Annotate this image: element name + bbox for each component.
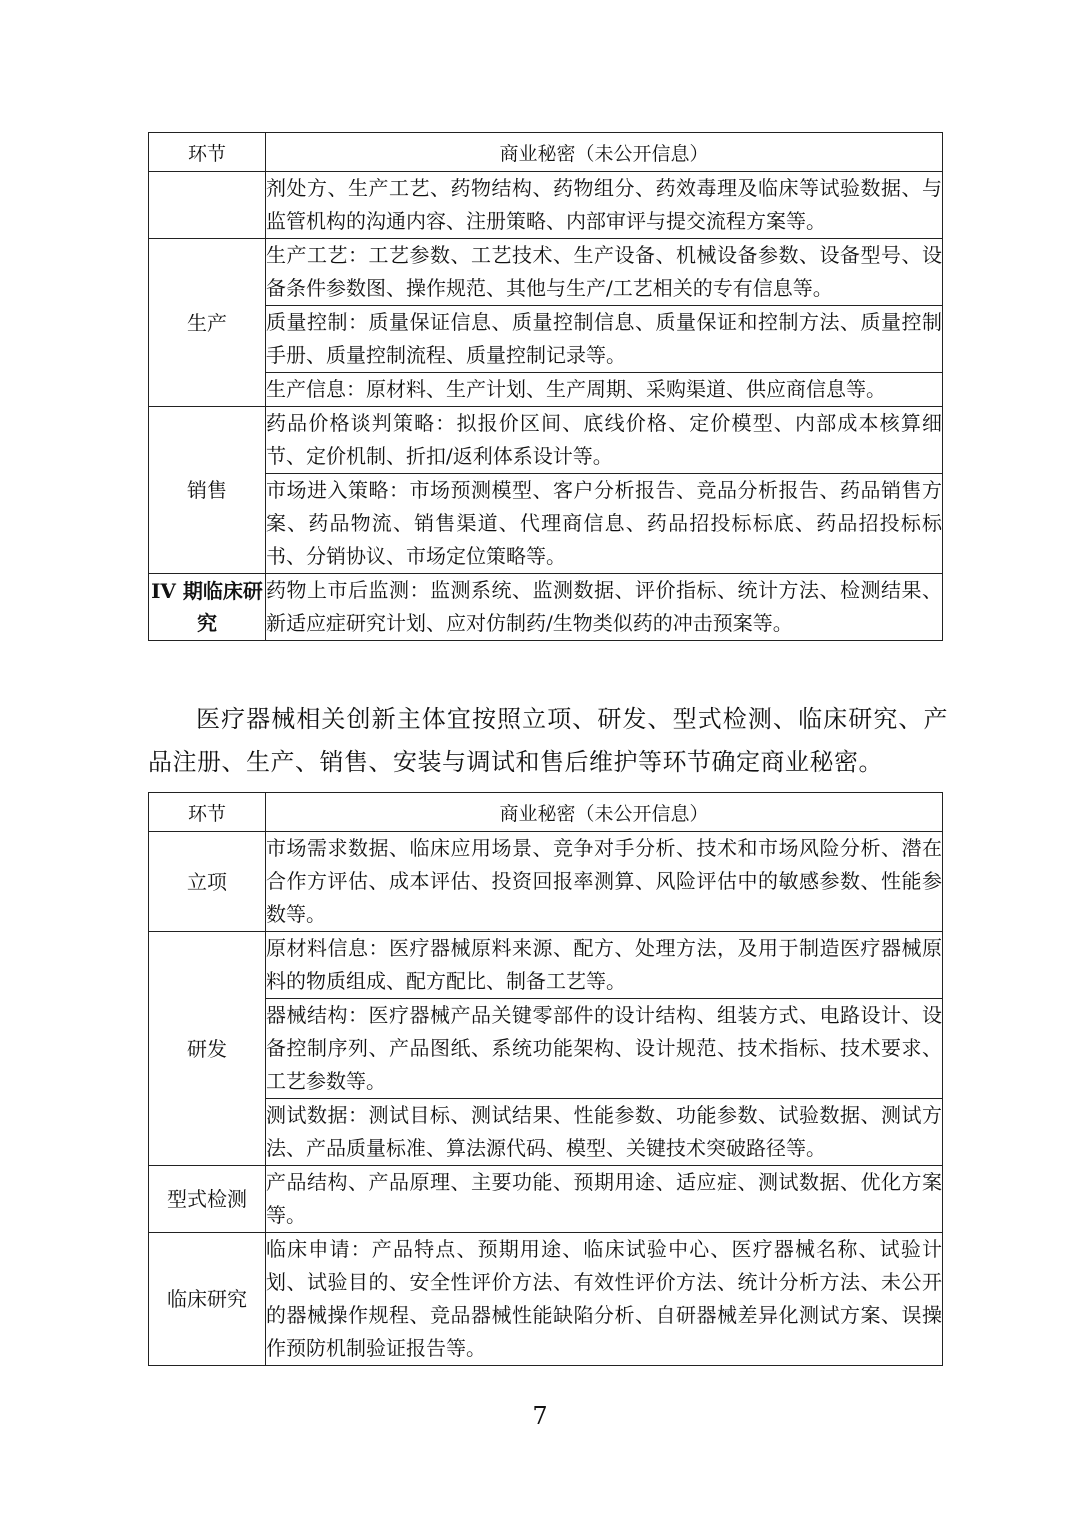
content-cell: 质量控制：质量保证信息、质量控制信息、质量保证和控制方法、质量控制手册、质量控制流程、质量控制记录等。 [266, 306, 943, 373]
header-secret: 商业秘密（未公开信息） [266, 793, 943, 832]
table-row [149, 574, 943, 641]
table-pharma-secrets [148, 132, 943, 641]
stage-cell-sales: 销售 [149, 407, 266, 574]
header-stage: 环节 [149, 793, 266, 832]
table-row [149, 932, 943, 999]
table-row [149, 474, 943, 574]
content-cell: 药物上市后监测：监测系统、监测数据、评价指标、统计方法、检测结果、新适应症研究计划、应对仿制药/生物类似药的冲击预案等。 [266, 574, 943, 641]
content-cell: 生产信息：原材料、生产计划、生产周期、采购渠道、供应商信息等。 [266, 373, 943, 407]
stage-cell-clinical: 临床研究 [149, 1233, 266, 1366]
table-row [149, 306, 943, 373]
stage-cell-rnd: 研发 [149, 932, 266, 1166]
content-cell: 药品价格谈判策略：拟报价区间、底线价格、定价模型、内部成本核算细节、定价机制、折扣/返利体系设计等。 [266, 407, 943, 474]
body-paragraph: 医疗器械相关创新主体宜按照立项、研发、型式检测、临床研究、产品注册、生产、销售、安装与调试和售后维护等环节确定商业秘密。 [148, 705, 948, 776]
content-cell: 生产工艺：工艺参数、工艺技术、生产设备、机械设备参数、设备型号、设备条件参数图、操作规范、其他与生产/工艺相关的专有信息等。 [266, 239, 943, 306]
header-secret: 商业秘密（未公开信息） [266, 133, 943, 172]
stage-cell-production: 生产 [149, 239, 266, 407]
table-row [149, 999, 943, 1099]
page-number: 7 [532, 1402, 548, 1430]
table-device-secrets [148, 792, 943, 1366]
content-cell: 产品结构、产品原理、主要功能、预期用途、适应症、测试数据、优化方案等。 [266, 1166, 943, 1233]
table-row [149, 239, 943, 306]
table-row [149, 1233, 943, 1366]
stage-cell-empty [149, 172, 266, 239]
table-row [149, 407, 943, 474]
table-row [149, 1166, 943, 1233]
header-stage: 环节 [149, 133, 266, 172]
content-cell: 市场需求数据、临床应用场景、竞争对手分析、技术和市场风险分析、潜在合作方评估、成本评估、投资回报率测算、风险评估中的敏感参数、性能参数等。 [266, 832, 943, 932]
content-cell: 原材料信息：医疗器械原料来源、配方、处理方法，及用于制造医疗器械原料的物质组成、配方配比、制备工艺等。 [266, 932, 943, 999]
stage-cell-phase4: IV 期临床研究 [149, 574, 266, 641]
content-cell: 市场进入策略：市场预测模型、客户分析报告、竞品分析报告、药品销售方案、药品物流、销售渠道、代理商信息、药品招投标标底、药品招投标标书、分销协议、市场定位策略等。 [266, 474, 943, 574]
table-row [149, 373, 943, 407]
table-row [149, 1099, 943, 1166]
stage-cell-type-test: 型式检测 [149, 1166, 266, 1233]
table-header-row [149, 793, 943, 832]
content-cell: 器械结构：医疗器械产品关键零部件的设计结构、组装方式、电路设计、设备控制序列、产品图纸、系统功能架构、设计规范、技术指标、技术要求、工艺参数等。 [266, 999, 943, 1099]
content-cell: 剂处方、生产工艺、药物结构、药物组分、药效毒理及临床等试验数据、与监管机构的沟通内容、注册策略、内部审评与提交流程方案等。 [266, 172, 943, 239]
table-row [149, 832, 943, 932]
table-row [149, 172, 943, 239]
content-cell: 测试数据：测试目标、测试结果、性能参数、功能参数、试验数据、测试方法、产品质量标准、算法源代码、模型、关键技术突破路径等。 [266, 1099, 943, 1166]
stage-cell-initiation: 立项 [149, 832, 266, 932]
table-header-row [149, 133, 943, 172]
content-cell: 临床申请：产品特点、预期用途、临床试验中心、医疗器械名称、试验计划、试验目的、安全性评价方法、有效性评价方法、统计分析方法、未公开的器械操作规程、竞品器械性能缺陷分析、自研器械差异化测试方案、误操作预防机制验证报告等。 [266, 1233, 943, 1366]
